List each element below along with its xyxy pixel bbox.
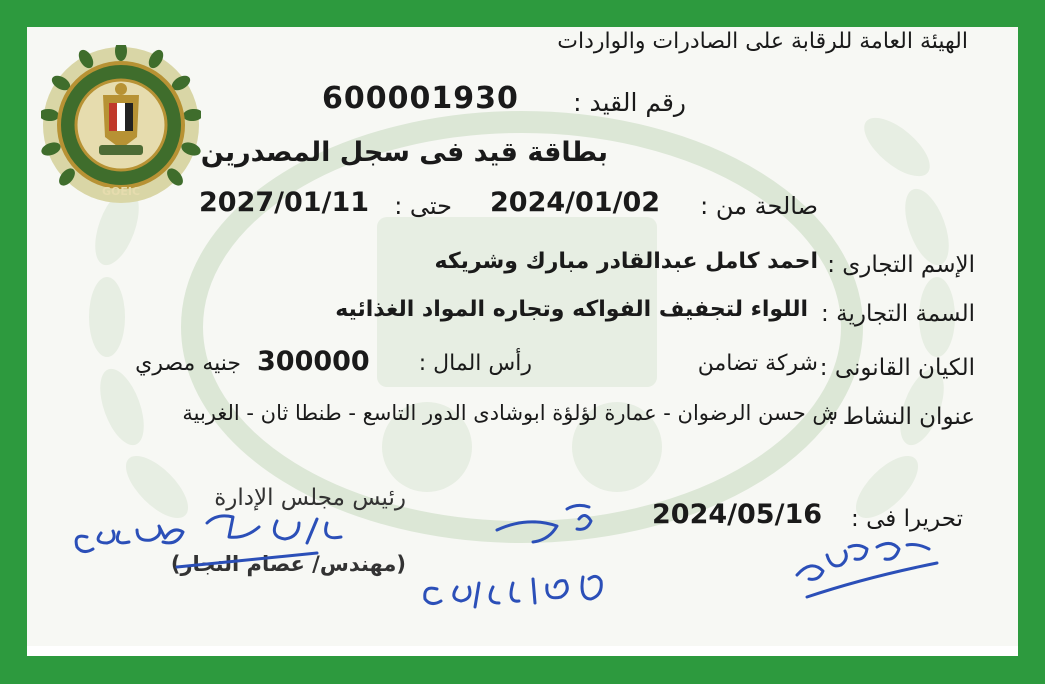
registration-number: 600001930 bbox=[322, 81, 519, 116]
card-body bbox=[27, 27, 1018, 656]
card-title: بطاقة قيد فى سجل المصدرين bbox=[200, 137, 608, 168]
chairman-title: رئيس مجلس الإدارة bbox=[214, 485, 406, 511]
valid-from-label: صالحة من : bbox=[700, 192, 818, 220]
seal-text: GOEIC bbox=[101, 185, 141, 198]
bottom-edge bbox=[27, 646, 1018, 656]
valid-from-date: 2024/01/02 bbox=[490, 187, 661, 218]
registration-number-label: رقم القيد : bbox=[573, 88, 686, 117]
capital-value: 300000 bbox=[257, 346, 370, 377]
issued-label: تحريرا فى : bbox=[851, 506, 963, 532]
brand-name-label: السمة التجارية : bbox=[821, 301, 975, 327]
issued-date: 2024/05/16 bbox=[652, 499, 823, 530]
trade-name-value: احمد كامل عبدالقادر مبارك وشريكه bbox=[434, 249, 818, 274]
chairman-name: (مهندس/ عصام النجار) bbox=[170, 552, 406, 576]
authority-name: الهيئة العامة للرقابة على الصادرات والواردات bbox=[557, 29, 968, 54]
capital-label: رأس المال : bbox=[418, 351, 532, 376]
legal-entity-value: شركة تضامن bbox=[697, 351, 818, 376]
brand-name-value: اللواء لتجفيف الفواكه وتجاره المواد الغذائيه bbox=[335, 297, 808, 322]
legal-entity-label: الكيان القانونى : bbox=[819, 355, 975, 381]
activity-address-label: عنوان النشاط : bbox=[827, 404, 975, 430]
activity-address-value: ش حسن الرضوان - عمارة لؤلؤة ابوشادى الدور التاسع - طنطا ثان - الغربية bbox=[182, 401, 838, 425]
capital-currency: جنيه مصري bbox=[135, 351, 241, 376]
valid-to-date: 2027/01/11 bbox=[199, 187, 370, 218]
handwritten-signatures bbox=[27, 27, 1018, 656]
trade-name-label: الإسم التجارى : bbox=[827, 252, 975, 278]
valid-to-label: حتى : bbox=[394, 192, 452, 220]
